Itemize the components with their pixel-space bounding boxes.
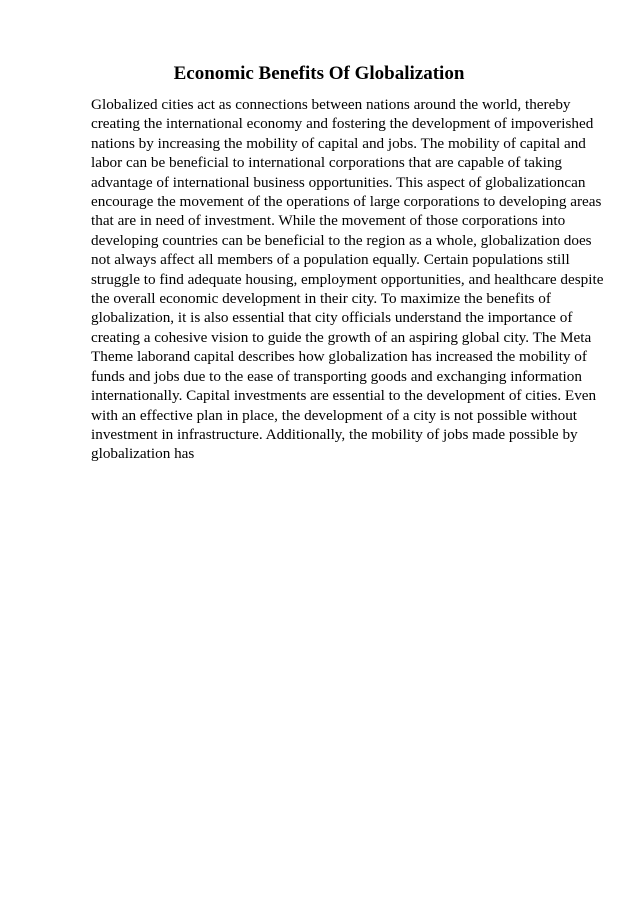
paragraph-line: nations by increasing the mobility of capital and jobs. The mobility of capital and [91, 134, 586, 152]
paragraph-line: advantage of international business opportunities. This aspect of globalizationcan [91, 173, 586, 191]
paragraph-line: Theme laborand capital describes how globalization has increased the mobility of [91, 348, 587, 366]
document-title: Economic Benefits Of Globalization [173, 63, 465, 84]
paragraph-line: with an effective plan in place, the development of a city is not possible without [91, 406, 578, 424]
paragraph-line: encourage the movement of the operations of large corporations to developing areas [91, 193, 602, 211]
paragraph-line: developing countries can be beneficial to the region as a whole, globalization does [91, 231, 592, 249]
paragraph-line: investment in infrastructure. Additionally, the mobility of jobs made possible by [91, 425, 578, 443]
paragraph-line: creating the international economy and fostering the development of impoverished [91, 115, 594, 133]
paragraph-line: creating a cohesive vision to guide the growth of an aspiring global city. The Meta [91, 328, 592, 346]
paragraph-line: funds and jobs due to the ease of transporting goods and exchanging information [91, 367, 582, 385]
body-paragraph [91, 95, 611, 464]
paragraph-line: globalization has [91, 445, 195, 463]
paragraph-line: labor can be beneficial to international corporations that are capable of taking [91, 154, 563, 172]
paragraph-line: the overall economic development in their city. To maximize the benefits of [91, 290, 551, 308]
paragraph-line: not always affect all members of a population equally. Certain populations still [91, 251, 570, 269]
paragraph-line: Globalized cities act as connections between nations around the world, thereby [91, 96, 571, 113]
paragraph-line: globalization, it is also essential that city officials understand the importance of [91, 309, 573, 327]
paragraph-line: internationally. Capital investments are essential to the development of cities. Even [91, 387, 597, 405]
paragraph-line: that are in need of investment. While the movement of those corporations into [91, 212, 566, 230]
paragraph-line: struggle to find adequate housing, employment opportunities, and healthcare despite [91, 270, 604, 288]
